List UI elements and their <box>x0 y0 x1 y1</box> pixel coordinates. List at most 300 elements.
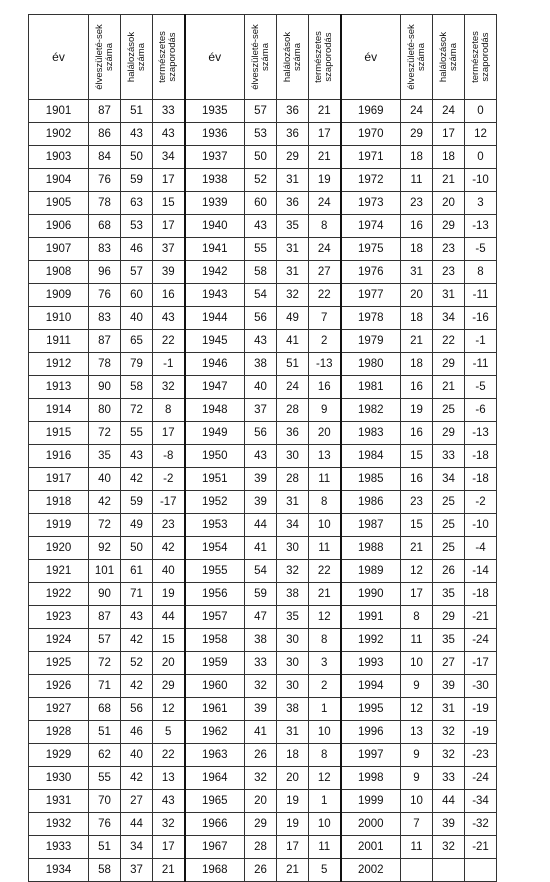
births-cell: 51 <box>89 721 121 744</box>
header-deaths <box>121 15 153 100</box>
deaths-cell: 26 <box>433 560 465 583</box>
natural-growth-cell: 12 <box>309 767 341 790</box>
natural-growth-cell: 40 <box>153 560 185 583</box>
births-cell: 16 <box>401 376 433 399</box>
natural-growth-cell: 43 <box>153 790 185 813</box>
year-cell: 1929 <box>29 744 89 767</box>
header-births-label: élveszületé-sek száma <box>93 24 115 90</box>
year-cell: 1930 <box>29 767 89 790</box>
births-cell: 23 <box>401 491 433 514</box>
births-cell: 87 <box>89 100 121 123</box>
natural-growth-cell: -4 <box>465 537 497 560</box>
year-cell: 1989 <box>341 560 401 583</box>
deaths-cell: 42 <box>121 767 153 790</box>
deaths-cell: 36 <box>277 100 309 123</box>
natural-growth-cell: -11 <box>465 353 497 376</box>
year-cell: 1936 <box>185 123 245 146</box>
births-cell: 20 <box>401 284 433 307</box>
births-cell: 101 <box>89 560 121 583</box>
natural-growth-cell: -18 <box>465 468 497 491</box>
natural-growth-cell: 13 <box>309 445 341 468</box>
table-row <box>29 238 497 261</box>
table-row <box>29 307 497 330</box>
births-cell: 7 <box>401 813 433 836</box>
births-cell: 18 <box>401 353 433 376</box>
deaths-cell: 20 <box>433 192 465 215</box>
natural-growth-cell: 22 <box>309 284 341 307</box>
year-cell: 1959 <box>185 652 245 675</box>
natural-growth-cell: 10 <box>309 813 341 836</box>
natural-growth-cell: 10 <box>309 514 341 537</box>
births-cell: 37 <box>245 399 277 422</box>
table-row <box>29 790 497 813</box>
deaths-cell: 29 <box>433 422 465 445</box>
deaths-cell: 29 <box>433 215 465 238</box>
natural-growth-cell: 17 <box>153 169 185 192</box>
deaths-cell: 42 <box>121 675 153 698</box>
births-cell: 41 <box>245 721 277 744</box>
natural-growth-cell: 37 <box>153 238 185 261</box>
deaths-cell: 57 <box>121 261 153 284</box>
header-deaths-label: halálozások száma <box>125 31 147 83</box>
deaths-cell: 46 <box>121 721 153 744</box>
births-cell: 35 <box>89 445 121 468</box>
births-cell: 57 <box>89 629 121 652</box>
year-cell: 1901 <box>29 100 89 123</box>
natural-growth-cell: -32 <box>465 813 497 836</box>
births-cell: 47 <box>245 606 277 629</box>
births-cell: 13 <box>401 721 433 744</box>
deaths-cell: 43 <box>121 123 153 146</box>
natural-growth-cell: 2 <box>309 330 341 353</box>
births-cell: 10 <box>401 652 433 675</box>
deaths-cell: 44 <box>121 813 153 836</box>
table-row <box>29 169 497 192</box>
year-cell: 1925 <box>29 652 89 675</box>
births-cell: 53 <box>245 123 277 146</box>
natural-growth-cell: -16 <box>465 307 497 330</box>
header-births-label: élveszületé-sek száma <box>405 24 427 90</box>
year-cell: 1939 <box>185 192 245 215</box>
year-cell: 1920 <box>29 537 89 560</box>
year-cell: 1969 <box>341 100 401 123</box>
births-cell: 80 <box>89 399 121 422</box>
natural-growth-cell: 17 <box>153 215 185 238</box>
natural-growth-cell: 27 <box>309 261 341 284</box>
year-cell: 1921 <box>29 560 89 583</box>
year-cell: 1957 <box>185 606 245 629</box>
natural-growth-cell: -19 <box>465 698 497 721</box>
year-cell: 1955 <box>185 560 245 583</box>
deaths-cell: 53 <box>121 215 153 238</box>
natural-growth-cell: 19 <box>153 583 185 606</box>
births-cell: 19 <box>401 399 433 422</box>
births-cell: 21 <box>401 330 433 353</box>
header-deaths-label: halálozások száma <box>437 31 459 83</box>
year-cell: 1911 <box>29 330 89 353</box>
header-natural <box>153 15 185 100</box>
natural-growth-cell: -10 <box>465 514 497 537</box>
births-cell: 41 <box>245 537 277 560</box>
table-row <box>29 652 497 675</box>
deaths-cell: 23 <box>433 261 465 284</box>
deaths-cell: 20 <box>277 767 309 790</box>
deaths-cell: 71 <box>121 583 153 606</box>
deaths-cell: 49 <box>277 307 309 330</box>
year-cell: 1995 <box>341 698 401 721</box>
year-cell: 1906 <box>29 215 89 238</box>
natural-growth-cell: -21 <box>465 836 497 859</box>
natural-growth-cell: 43 <box>153 307 185 330</box>
table-row <box>29 629 497 652</box>
deaths-cell: 31 <box>277 261 309 284</box>
deaths-cell: 17 <box>433 123 465 146</box>
natural-growth-cell <box>465 859 497 882</box>
births-cell: 62 <box>89 744 121 767</box>
deaths-cell: 51 <box>121 100 153 123</box>
table-row <box>29 215 497 238</box>
deaths-cell: 27 <box>433 652 465 675</box>
births-cell: 21 <box>401 537 433 560</box>
year-cell: 1951 <box>185 468 245 491</box>
natural-growth-cell: -34 <box>465 790 497 813</box>
natural-growth-cell: -24 <box>465 629 497 652</box>
year-cell: 2002 <box>341 859 401 882</box>
natural-growth-cell: 10 <box>309 721 341 744</box>
deaths-cell: 19 <box>277 813 309 836</box>
year-cell: 1962 <box>185 721 245 744</box>
births-cell: 90 <box>89 376 121 399</box>
births-cell: 83 <box>89 238 121 261</box>
births-cell: 31 <box>401 261 433 284</box>
deaths-cell <box>433 859 465 882</box>
year-cell: 1903 <box>29 146 89 169</box>
year-cell: 1964 <box>185 767 245 790</box>
natural-growth-cell: -10 <box>465 169 497 192</box>
natural-growth-cell: 8 <box>465 261 497 284</box>
year-cell: 1972 <box>341 169 401 192</box>
births-cell: 18 <box>401 307 433 330</box>
header-row <box>29 15 497 100</box>
table-row <box>29 767 497 790</box>
year-cell: 1947 <box>185 376 245 399</box>
table-row <box>29 146 497 169</box>
births-cell: 9 <box>401 744 433 767</box>
year-cell: 1978 <box>341 307 401 330</box>
deaths-cell: 40 <box>121 307 153 330</box>
year-cell: 1931 <box>29 790 89 813</box>
births-cell: 40 <box>89 468 121 491</box>
births-cell: 8 <box>401 606 433 629</box>
natural-growth-cell: -17 <box>153 491 185 514</box>
year-cell: 1934 <box>29 859 89 882</box>
deaths-cell: 32 <box>433 836 465 859</box>
deaths-cell: 59 <box>121 491 153 514</box>
births-cell: 43 <box>245 330 277 353</box>
deaths-cell: 25 <box>433 514 465 537</box>
year-cell: 1958 <box>185 629 245 652</box>
deaths-cell: 30 <box>277 652 309 675</box>
year-cell: 1980 <box>341 353 401 376</box>
natural-growth-cell: -13 <box>465 215 497 238</box>
births-cell: 15 <box>401 445 433 468</box>
deaths-cell: 49 <box>121 514 153 537</box>
header-year: év <box>29 15 89 100</box>
deaths-cell: 24 <box>433 100 465 123</box>
deaths-cell: 37 <box>121 859 153 882</box>
natural-growth-cell: 24 <box>309 238 341 261</box>
deaths-cell: 28 <box>277 399 309 422</box>
year-cell: 1999 <box>341 790 401 813</box>
natural-growth-cell: -6 <box>465 399 497 422</box>
year-cell: 1942 <box>185 261 245 284</box>
births-cell: 78 <box>89 192 121 215</box>
deaths-cell: 23 <box>433 238 465 261</box>
year-cell: 1927 <box>29 698 89 721</box>
natural-growth-cell: 16 <box>309 376 341 399</box>
births-cell: 24 <box>401 100 433 123</box>
natural-growth-cell: -21 <box>465 606 497 629</box>
deaths-cell: 59 <box>121 169 153 192</box>
population-table-container <box>28 14 497 882</box>
deaths-cell: 31 <box>277 169 309 192</box>
year-cell: 1965 <box>185 790 245 813</box>
deaths-cell: 34 <box>433 307 465 330</box>
natural-growth-cell: -13 <box>309 353 341 376</box>
header-year: év <box>185 15 245 100</box>
births-cell: 39 <box>245 491 277 514</box>
year-cell: 1917 <box>29 468 89 491</box>
natural-growth-cell: 12 <box>465 123 497 146</box>
deaths-cell: 32 <box>433 744 465 767</box>
table-row <box>29 836 497 859</box>
year-cell: 1907 <box>29 238 89 261</box>
natural-growth-cell: 21 <box>309 583 341 606</box>
natural-growth-cell: 22 <box>153 744 185 767</box>
deaths-cell: 31 <box>277 721 309 744</box>
births-cell: 78 <box>89 353 121 376</box>
natural-growth-cell: -11 <box>465 284 497 307</box>
natural-growth-cell: 42 <box>153 537 185 560</box>
deaths-cell: 42 <box>121 468 153 491</box>
table-row <box>29 353 497 376</box>
births-cell: 29 <box>401 123 433 146</box>
deaths-cell: 43 <box>121 445 153 468</box>
births-cell: 50 <box>245 146 277 169</box>
births-cell: 72 <box>89 422 121 445</box>
natural-growth-cell: 8 <box>309 744 341 767</box>
deaths-cell: 25 <box>433 491 465 514</box>
year-cell: 1994 <box>341 675 401 698</box>
year-cell: 1941 <box>185 238 245 261</box>
year-cell: 1998 <box>341 767 401 790</box>
year-cell: 1904 <box>29 169 89 192</box>
year-cell: 1923 <box>29 606 89 629</box>
deaths-cell: 21 <box>433 376 465 399</box>
deaths-cell: 30 <box>277 675 309 698</box>
year-cell: 1981 <box>341 376 401 399</box>
deaths-cell: 36 <box>277 192 309 215</box>
year-cell: 1986 <box>341 491 401 514</box>
natural-growth-cell: 15 <box>153 192 185 215</box>
deaths-cell: 31 <box>433 284 465 307</box>
deaths-cell: 38 <box>277 583 309 606</box>
births-cell <box>401 859 433 882</box>
births-cell: 57 <box>245 100 277 123</box>
year-cell: 1905 <box>29 192 89 215</box>
natural-growth-cell: -18 <box>465 583 497 606</box>
births-cell: 32 <box>245 675 277 698</box>
natural-growth-cell: 0 <box>465 146 497 169</box>
deaths-cell: 18 <box>433 146 465 169</box>
deaths-cell: 60 <box>121 284 153 307</box>
natural-growth-cell: 22 <box>309 560 341 583</box>
natural-growth-cell: 3 <box>309 652 341 675</box>
table-row <box>29 744 497 767</box>
year-cell: 1950 <box>185 445 245 468</box>
births-cell: 39 <box>245 468 277 491</box>
natural-growth-cell: 3 <box>465 192 497 215</box>
natural-growth-cell: 9 <box>309 399 341 422</box>
deaths-cell: 24 <box>277 376 309 399</box>
natural-growth-cell: -14 <box>465 560 497 583</box>
table-row <box>29 399 497 422</box>
births-cell: 10 <box>401 790 433 813</box>
natural-growth-cell: 15 <box>153 629 185 652</box>
year-cell: 1953 <box>185 514 245 537</box>
year-cell: 1940 <box>185 215 245 238</box>
natural-growth-cell: 17 <box>309 123 341 146</box>
deaths-cell: 40 <box>121 744 153 767</box>
year-cell: 1913 <box>29 376 89 399</box>
deaths-cell: 30 <box>277 445 309 468</box>
births-cell: 83 <box>89 307 121 330</box>
natural-growth-cell: 33 <box>153 100 185 123</box>
header-deaths <box>277 15 309 100</box>
header-natural-label: természetes szaporodás <box>157 31 179 83</box>
deaths-cell: 58 <box>121 376 153 399</box>
deaths-cell: 28 <box>277 468 309 491</box>
deaths-cell: 42 <box>121 629 153 652</box>
deaths-cell: 31 <box>277 238 309 261</box>
births-cell: 51 <box>89 836 121 859</box>
natural-growth-cell: -30 <box>465 675 497 698</box>
year-cell: 1949 <box>185 422 245 445</box>
births-cell: 70 <box>89 790 121 813</box>
deaths-cell: 31 <box>433 698 465 721</box>
year-cell: 1982 <box>341 399 401 422</box>
natural-growth-cell: 32 <box>153 813 185 836</box>
deaths-cell: 32 <box>277 560 309 583</box>
natural-growth-cell: 17 <box>153 422 185 445</box>
natural-growth-cell: 12 <box>153 698 185 721</box>
natural-growth-cell: 2 <box>309 675 341 698</box>
natural-growth-cell: 5 <box>153 721 185 744</box>
year-cell: 1954 <box>185 537 245 560</box>
births-cell: 68 <box>89 698 121 721</box>
natural-growth-cell: -13 <box>465 422 497 445</box>
deaths-cell: 56 <box>121 698 153 721</box>
natural-growth-cell: 22 <box>153 330 185 353</box>
year-cell: 1919 <box>29 514 89 537</box>
year-cell: 1908 <box>29 261 89 284</box>
year-cell: 1963 <box>185 744 245 767</box>
natural-growth-cell: 39 <box>153 261 185 284</box>
births-cell: 92 <box>89 537 121 560</box>
births-cell: 15 <box>401 514 433 537</box>
table-row <box>29 468 497 491</box>
header-year: év <box>341 15 401 100</box>
year-cell: 1918 <box>29 491 89 514</box>
deaths-cell: 19 <box>277 790 309 813</box>
births-cell: 58 <box>89 859 121 882</box>
births-cell: 11 <box>401 836 433 859</box>
deaths-cell: 29 <box>277 146 309 169</box>
header-births <box>89 15 121 100</box>
table-row <box>29 491 497 514</box>
year-cell: 1984 <box>341 445 401 468</box>
births-cell: 76 <box>89 169 121 192</box>
population-table <box>28 14 497 882</box>
natural-growth-cell: 0 <box>465 100 497 123</box>
table-row <box>29 859 497 882</box>
births-cell: 26 <box>245 859 277 882</box>
natural-growth-cell: 8 <box>309 629 341 652</box>
table-row <box>29 261 497 284</box>
births-cell: 54 <box>245 560 277 583</box>
natural-growth-cell: 1 <box>309 698 341 721</box>
year-cell: 1935 <box>185 100 245 123</box>
year-cell: 1991 <box>341 606 401 629</box>
table-row <box>29 100 497 123</box>
deaths-cell: 55 <box>121 422 153 445</box>
natural-growth-cell: 8 <box>309 215 341 238</box>
table-row <box>29 583 497 606</box>
year-cell: 1967 <box>185 836 245 859</box>
natural-growth-cell: 13 <box>153 767 185 790</box>
deaths-cell: 21 <box>277 859 309 882</box>
births-cell: 23 <box>401 192 433 215</box>
deaths-cell: 33 <box>433 767 465 790</box>
natural-growth-cell: 11 <box>309 537 341 560</box>
year-cell: 1973 <box>341 192 401 215</box>
births-cell: 54 <box>245 284 277 307</box>
table-row <box>29 813 497 836</box>
births-cell: 58 <box>245 261 277 284</box>
natural-growth-cell: 5 <box>309 859 341 882</box>
deaths-cell: 34 <box>121 836 153 859</box>
natural-growth-cell: 34 <box>153 146 185 169</box>
natural-growth-cell: 8 <box>309 491 341 514</box>
births-cell: 32 <box>245 767 277 790</box>
births-cell: 55 <box>245 238 277 261</box>
deaths-cell: 32 <box>277 284 309 307</box>
births-cell: 12 <box>401 698 433 721</box>
deaths-cell: 33 <box>433 445 465 468</box>
deaths-cell: 51 <box>277 353 309 376</box>
births-cell: 17 <box>401 583 433 606</box>
natural-growth-cell: 23 <box>153 514 185 537</box>
deaths-cell: 30 <box>277 537 309 560</box>
births-cell: 16 <box>401 215 433 238</box>
deaths-cell: 72 <box>121 399 153 422</box>
table-row <box>29 675 497 698</box>
deaths-cell: 30 <box>277 629 309 652</box>
year-cell: 1997 <box>341 744 401 767</box>
deaths-cell: 50 <box>121 146 153 169</box>
year-cell: 1909 <box>29 284 89 307</box>
year-cell: 1902 <box>29 123 89 146</box>
